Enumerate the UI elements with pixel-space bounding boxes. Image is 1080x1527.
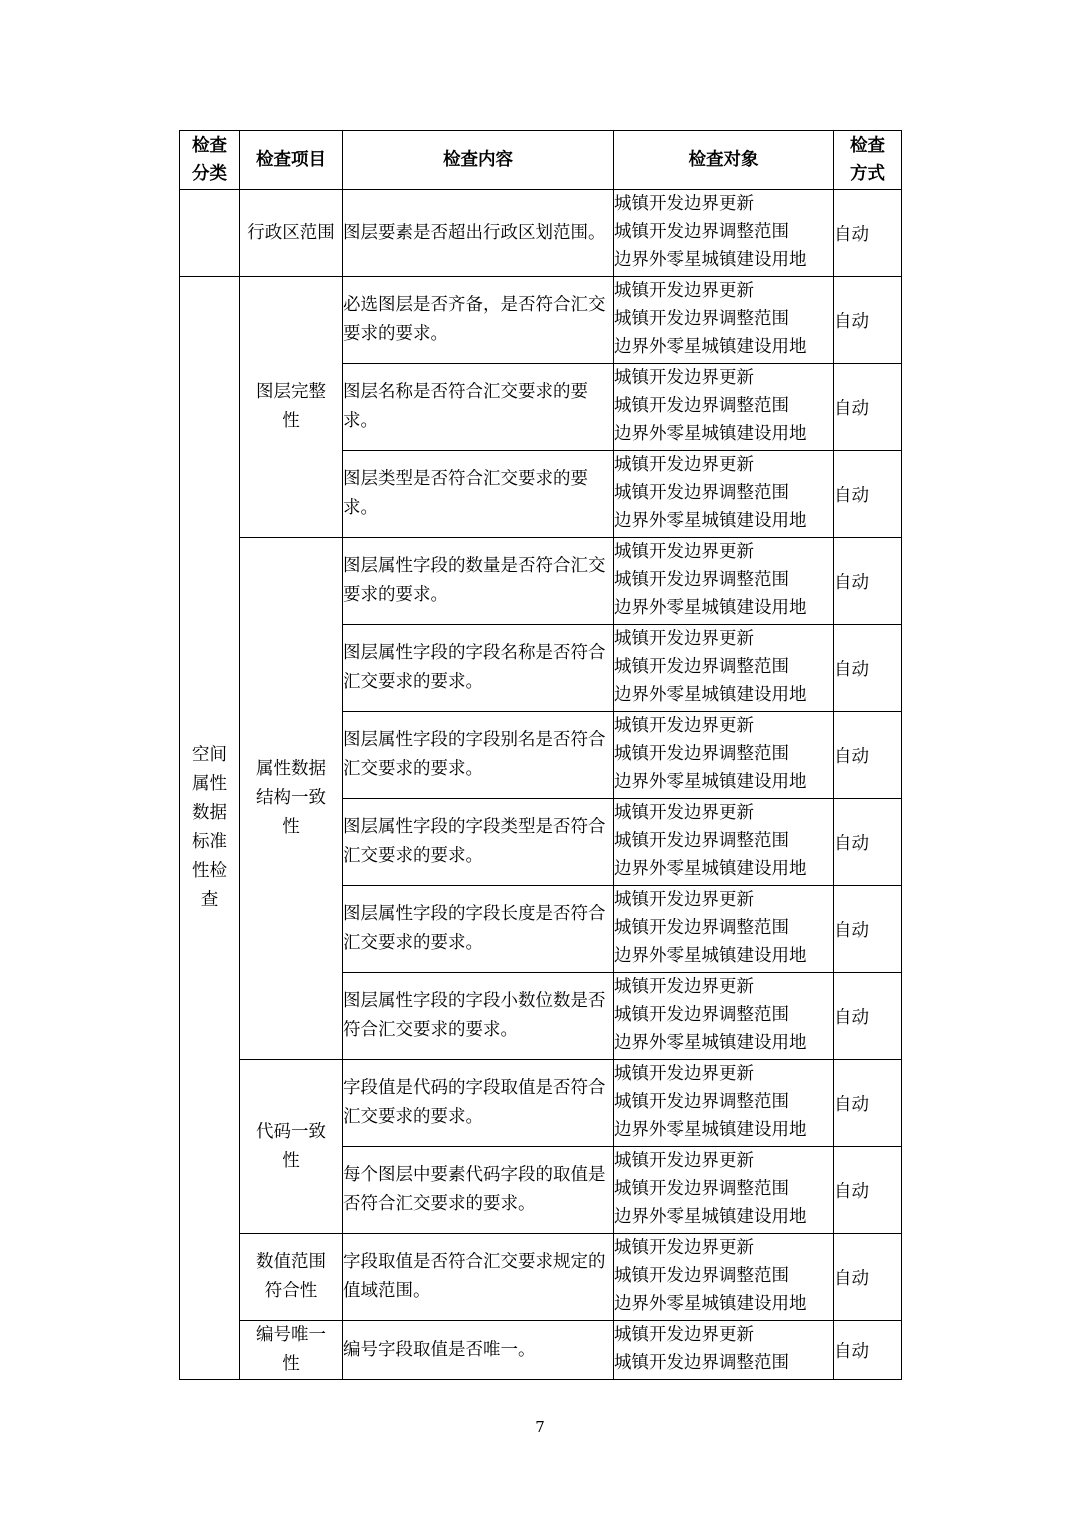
target-line: 边界外零星城镇建设用地	[614, 685, 807, 705]
header-row	[180, 131, 902, 190]
target-cell	[614, 712, 834, 799]
item-cell: 数值范围符合性	[240, 1234, 343, 1321]
target-line: 城镇开发边界调整范围	[614, 1005, 789, 1025]
header-category: 检查分类	[180, 131, 240, 190]
target-line: 城镇开发边界调整范围	[614, 831, 789, 851]
method-cell: 自动	[834, 1321, 902, 1380]
target-line: 边界外零星城镇建设用地	[614, 337, 807, 357]
item-cell: 代码一致性	[240, 1060, 343, 1234]
method-cell: 自动	[834, 190, 902, 277]
item-cell: 属性数据结构一致性	[240, 538, 343, 1060]
target-line: 边界外零星城镇建设用地	[614, 946, 807, 966]
target-cell	[614, 886, 834, 973]
target-line: 城镇开发边界调整范围	[614, 1092, 789, 1112]
table-row	[180, 1234, 902, 1321]
content-cell: 必选图层是否齐备，是否符合汇交要求的要求。	[343, 277, 614, 364]
method-cell: 自动	[834, 538, 902, 625]
target-line: 城镇开发边界更新	[614, 803, 754, 823]
target-line: 城镇开发边界更新	[614, 890, 754, 910]
target-cell	[614, 364, 834, 451]
target-line: 城镇开发边界更新	[614, 1064, 754, 1084]
target-cell	[614, 538, 834, 625]
target-line: 城镇开发边界调整范围	[614, 918, 789, 938]
page-number: 7	[535, 1418, 545, 1436]
method-cell: 自动	[834, 625, 902, 712]
content-cell: 图层属性字段的数量是否符合汇交要求的要求。	[343, 538, 614, 625]
target-cell	[614, 625, 834, 712]
target-line: 城镇开发边界更新	[614, 1238, 754, 1258]
category-cell-empty	[180, 190, 240, 277]
target-cell	[614, 799, 834, 886]
target-line: 边界外零星城镇建设用地	[614, 1207, 807, 1227]
method-cell: 自动	[834, 712, 902, 799]
target-line: 城镇开发边界调整范围	[614, 483, 789, 503]
method-cell: 自动	[834, 799, 902, 886]
item-cell: 图层完整性	[240, 277, 343, 538]
target-line: 边界外零星城镇建设用地	[614, 1033, 807, 1053]
target-cell	[614, 1234, 834, 1321]
header-method: 检查方式	[834, 131, 902, 190]
method-cell: 自动	[834, 364, 902, 451]
target-cell	[614, 277, 834, 364]
content-cell: 图层要素是否超出行政区划范围。	[343, 190, 614, 277]
target-line: 城镇开发边界调整范围	[614, 570, 789, 590]
target-line: 城镇开发边界调整范围	[614, 1353, 789, 1373]
target-line: 城镇开发边界更新	[614, 629, 754, 649]
target-line: 城镇开发边界更新	[614, 1325, 754, 1345]
target-cell	[614, 973, 834, 1060]
method-cell: 自动	[834, 277, 902, 364]
content-cell: 图层名称是否符合汇交要求的要求。	[343, 364, 614, 451]
content-cell: 每个图层中要素代码字段的取值是否符合汇交要求的要求。	[343, 1147, 614, 1234]
content-cell: 编号字段取值是否唯一。	[343, 1321, 614, 1380]
target-line: 城镇开发边界调整范围	[614, 1179, 789, 1199]
table-row	[180, 277, 902, 364]
target-cell	[614, 1060, 834, 1147]
method-cell: 自动	[834, 451, 902, 538]
table-row	[180, 1321, 902, 1380]
content-cell: 字段值是代码的字段取值是否符合汇交要求的要求。	[343, 1060, 614, 1147]
target-line: 边界外零星城镇建设用地	[614, 1294, 807, 1314]
method-cell: 自动	[834, 886, 902, 973]
target-cell	[614, 1147, 834, 1234]
header-content: 检查内容	[343, 131, 614, 190]
target-line: 边界外零星城镇建设用地	[614, 1120, 807, 1140]
content-cell: 图层属性字段的字段名称是否符合汇交要求的要求。	[343, 625, 614, 712]
target-line: 城镇开发边界更新	[614, 977, 754, 997]
content-cell: 图层类型是否符合汇交要求的要求。	[343, 451, 614, 538]
target-line: 城镇开发边界调整范围	[614, 309, 789, 329]
content-cell: 图层属性字段的字段别名是否符合汇交要求的要求。	[343, 712, 614, 799]
target-line: 城镇开发边界更新	[614, 368, 754, 388]
method-cell: 自动	[834, 1234, 902, 1321]
target-line: 边界外零星城镇建设用地	[614, 250, 807, 270]
target-line: 城镇开发边界调整范围	[614, 1266, 789, 1286]
target-line: 城镇开发边界更新	[614, 542, 754, 562]
target-line: 城镇开发边界更新	[614, 194, 754, 214]
target-line: 边界外零星城镇建设用地	[614, 511, 807, 531]
target-line: 城镇开发边界更新	[614, 455, 754, 475]
header-target: 检查对象	[614, 131, 834, 190]
table-row	[180, 1060, 902, 1147]
target-cell	[614, 190, 834, 277]
target-line: 城镇开发边界调整范围	[614, 657, 789, 677]
item-cell: 行政区范围	[240, 190, 343, 277]
target-cell	[614, 1321, 834, 1380]
target-line: 城镇开发边界更新	[614, 281, 754, 301]
target-line: 城镇开发边界调整范围	[614, 396, 789, 416]
inspection-table	[179, 130, 902, 1380]
target-line: 边界外零星城镇建设用地	[614, 772, 807, 792]
content-cell: 字段取值是否符合汇交要求规定的值域范围。	[343, 1234, 614, 1321]
header-item: 检查项目	[240, 131, 343, 190]
target-line: 城镇开发边界更新	[614, 716, 754, 736]
category-cell: 空间属性数据标准性检查	[180, 277, 240, 1380]
target-cell	[614, 451, 834, 538]
target-line: 城镇开发边界更新	[614, 1151, 754, 1171]
content-cell: 图层属性字段的字段小数位数是否符合汇交要求的要求。	[343, 973, 614, 1060]
target-line: 城镇开发边界调整范围	[614, 222, 789, 242]
content-cell: 图层属性字段的字段类型是否符合汇交要求的要求。	[343, 799, 614, 886]
method-cell: 自动	[834, 1147, 902, 1234]
item-cell: 编号唯一性	[240, 1321, 343, 1380]
content-cell: 图层属性字段的字段长度是否符合汇交要求的要求。	[343, 886, 614, 973]
target-line: 边界外零星城镇建设用地	[614, 598, 807, 618]
target-line: 城镇开发边界调整范围	[614, 744, 789, 764]
target-line: 边界外零星城镇建设用地	[614, 859, 807, 879]
table-row	[180, 538, 902, 625]
method-cell: 自动	[834, 1060, 902, 1147]
table-row	[180, 190, 902, 277]
method-cell: 自动	[834, 973, 902, 1060]
target-line: 边界外零星城镇建设用地	[614, 424, 807, 444]
